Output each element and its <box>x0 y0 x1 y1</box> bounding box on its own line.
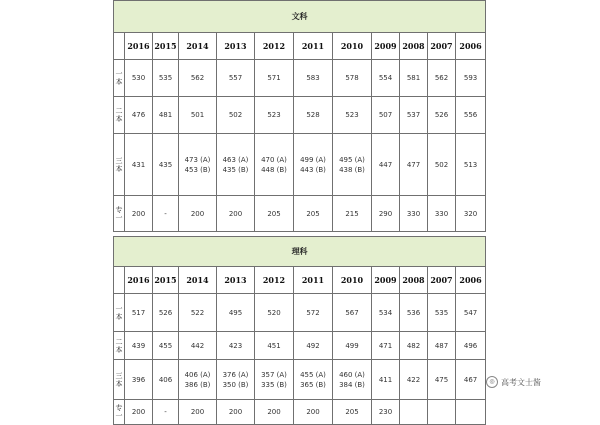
score-value: 499 <box>345 341 359 350</box>
score-value: 520 <box>267 308 281 317</box>
score-value: 534 <box>378 308 393 317</box>
score-value: 467 <box>463 375 478 384</box>
score-value: 200 <box>190 209 205 218</box>
year-header: 2010 <box>333 267 372 294</box>
score-value: 455 (A) <box>300 370 326 379</box>
corner-cell <box>114 33 125 60</box>
row-label <box>114 332 125 360</box>
score-cell <box>400 294 428 332</box>
year-header: 2006 <box>456 33 486 60</box>
score-value: 330 <box>434 209 449 218</box>
score-value: 200 <box>306 408 320 416</box>
row-label-char: 专 <box>115 404 123 412</box>
score-value: 501 <box>190 111 205 119</box>
table-row <box>114 332 486 360</box>
score-value: 200 <box>131 209 146 218</box>
score-value: 448 (B) <box>261 165 287 174</box>
row-label-char: 三 <box>115 371 123 380</box>
score-cell <box>125 294 153 332</box>
score-table-sheet <box>113 0 485 420</box>
score-value: 453 (B) <box>184 165 211 174</box>
score-value: 290 <box>378 209 393 218</box>
score-cell <box>456 97 486 134</box>
year-header: 2007 <box>428 267 456 294</box>
score-cell <box>125 196 153 232</box>
score-value: 535 <box>158 74 173 82</box>
score-cell <box>333 97 372 134</box>
score-cell <box>456 332 486 360</box>
score-value: 581 <box>406 74 421 82</box>
watermark-text: 高考文士酱 <box>501 377 541 387</box>
score-cell <box>179 134 217 196</box>
section-title: 文科 <box>114 1 486 33</box>
score-value: - <box>164 209 167 218</box>
score-cell <box>428 196 456 232</box>
score-cell <box>372 196 400 232</box>
score-cell <box>217 360 255 400</box>
score-cell <box>255 60 294 97</box>
score-cell <box>217 134 255 196</box>
score-value: 357 (A) <box>261 370 287 379</box>
score-cell <box>125 400 153 425</box>
score-value: 411 <box>378 375 393 384</box>
row-label-char: 本 <box>115 78 123 86</box>
score-cell <box>294 360 333 400</box>
score-value: 528 <box>306 111 320 119</box>
row-label <box>114 60 125 97</box>
score-cell <box>333 294 372 332</box>
score-value: 386 (B) <box>184 380 211 389</box>
row-label-char: 三 <box>115 156 123 165</box>
score-value: 476 <box>131 111 146 119</box>
score-cell <box>400 332 428 360</box>
score-cell <box>333 60 372 97</box>
table-row <box>114 134 486 196</box>
score-cell <box>456 60 486 97</box>
score-value: 200 <box>228 209 243 218</box>
row-label-char: 二 <box>115 337 123 346</box>
score-value: 423 <box>228 341 243 350</box>
row-label-char: 本 <box>115 115 123 123</box>
score-cell <box>255 294 294 332</box>
year-header-row <box>114 267 486 294</box>
score-cell <box>125 97 153 134</box>
score-value: 471 <box>378 341 393 350</box>
section-title: 理科 <box>114 237 486 267</box>
section-title-row <box>114 237 486 267</box>
year-header: 2016 <box>125 267 153 294</box>
score-cell <box>400 360 428 400</box>
score-cell <box>428 360 456 400</box>
score-value: 205 <box>345 408 359 416</box>
row-label-char: 本 <box>115 164 123 173</box>
score-cell <box>125 134 153 196</box>
score-value: 535 <box>434 308 449 317</box>
score-value: 517 <box>131 308 146 317</box>
score-cell <box>294 400 333 425</box>
score-value: 350 (B) <box>222 380 249 389</box>
score-cell <box>153 332 179 360</box>
score-value: 376 (A) <box>222 370 249 379</box>
row-label <box>114 294 125 332</box>
score-cell <box>372 332 400 360</box>
score-cell <box>294 134 333 196</box>
score-cell <box>372 400 400 425</box>
score-value: 200 <box>228 408 243 416</box>
score-cell <box>153 97 179 134</box>
score-value: 567 <box>345 308 359 317</box>
score-cell <box>179 400 217 425</box>
score-value: 557 <box>228 74 243 82</box>
score-cell <box>153 196 179 232</box>
year-header: 2006 <box>456 267 486 294</box>
year-header: 2013 <box>217 33 255 60</box>
table-row <box>114 60 486 97</box>
year-header: 2012 <box>255 33 294 60</box>
score-cell <box>125 60 153 97</box>
score-value: 463 (A) <box>222 155 249 164</box>
score-value: 330 <box>406 209 421 218</box>
score-value: 365 (B) <box>300 380 326 389</box>
row-label-char: 本 <box>115 345 123 354</box>
score-cell <box>217 294 255 332</box>
score-value: 502 <box>228 111 243 119</box>
score-cell <box>456 360 486 400</box>
score-value: 495 (A) <box>339 155 365 164</box>
year-header: 2011 <box>294 267 333 294</box>
year-header-row <box>114 33 486 60</box>
score-value: 492 <box>306 341 320 350</box>
score-cell <box>294 196 333 232</box>
year-header: 2010 <box>333 33 372 60</box>
score-value: 431 <box>131 160 146 169</box>
score-cell <box>217 400 255 425</box>
row-label-char: 一 <box>115 213 123 222</box>
score-cell <box>372 134 400 196</box>
score-cell <box>179 332 217 360</box>
year-header: 2007 <box>428 33 456 60</box>
score-value: 554 <box>378 74 393 82</box>
score-cell <box>179 294 217 332</box>
table-row <box>114 294 486 332</box>
score-cell <box>428 97 456 134</box>
score-value: 526 <box>158 308 173 317</box>
score-cell <box>400 134 428 196</box>
score-value: - <box>164 408 167 416</box>
score-value: 507 <box>378 111 393 119</box>
year-header: 2015 <box>153 267 179 294</box>
watermark <box>486 376 541 388</box>
table-row <box>114 196 486 232</box>
score-cell <box>153 294 179 332</box>
year-header: 2012 <box>255 267 294 294</box>
score-value: 473 (A) <box>184 155 211 164</box>
row-label <box>114 196 125 232</box>
score-value: 571 <box>267 74 281 82</box>
score-value: 215 <box>345 209 359 218</box>
score-cell <box>372 97 400 134</box>
score-value: 556 <box>463 111 478 119</box>
score-value: 499 (A) <box>300 155 326 164</box>
score-table <box>113 0 486 425</box>
score-cell <box>294 60 333 97</box>
score-cell <box>428 332 456 360</box>
score-value: 502 <box>434 160 449 169</box>
row-label-char: 一 <box>115 412 123 420</box>
score-cell <box>179 97 217 134</box>
score-cell <box>255 360 294 400</box>
score-cell <box>255 400 294 425</box>
score-cell <box>456 400 486 425</box>
score-value: 496 <box>463 341 478 350</box>
score-cell <box>333 196 372 232</box>
row-label-char: 专 <box>115 205 123 214</box>
score-cell <box>400 60 428 97</box>
score-value: 460 (A) <box>339 370 365 379</box>
score-cell <box>255 134 294 196</box>
score-value: 396 <box>131 375 146 384</box>
year-header: 2015 <box>153 33 179 60</box>
score-value: 536 <box>406 308 421 317</box>
score-value: 482 <box>406 341 421 350</box>
year-header: 2014 <box>179 267 217 294</box>
year-header: 2008 <box>400 267 428 294</box>
table-row <box>114 360 486 400</box>
score-value: 513 <box>463 160 478 169</box>
score-cell <box>333 332 372 360</box>
row-label <box>114 360 125 400</box>
score-cell <box>217 97 255 134</box>
year-header: 2008 <box>400 33 428 60</box>
score-value: 481 <box>158 111 173 119</box>
score-value: 526 <box>434 111 449 119</box>
score-value: 530 <box>131 74 146 82</box>
score-value: 442 <box>190 341 205 350</box>
score-cell <box>179 196 217 232</box>
score-value: 522 <box>190 308 205 317</box>
score-value: 470 (A) <box>261 155 287 164</box>
score-value: 435 <box>158 160 173 169</box>
section-title-row <box>114 1 486 33</box>
score-value: 435 (B) <box>222 165 249 174</box>
score-value: 230 <box>378 408 393 416</box>
score-value: 547 <box>463 308 478 317</box>
score-cell <box>179 60 217 97</box>
score-cell <box>333 400 372 425</box>
score-cell <box>255 97 294 134</box>
score-value: 455 <box>158 341 173 350</box>
row-label-char: 二 <box>115 107 123 115</box>
score-value: 495 <box>228 308 243 317</box>
score-cell <box>372 294 400 332</box>
score-value: 200 <box>267 408 281 416</box>
year-header: 2016 <box>125 33 153 60</box>
table-row <box>114 400 486 425</box>
corner-cell <box>114 267 125 294</box>
year-header: 2009 <box>372 267 400 294</box>
score-cell <box>456 134 486 196</box>
score-value: 477 <box>406 160 421 169</box>
score-value: 523 <box>267 111 281 119</box>
score-value: 537 <box>406 111 421 119</box>
table-row <box>114 97 486 134</box>
score-cell <box>255 332 294 360</box>
score-cell <box>400 400 428 425</box>
score-cell <box>372 360 400 400</box>
score-value: 439 <box>131 341 146 350</box>
score-value: 406 <box>158 375 173 384</box>
score-value: 475 <box>434 375 449 384</box>
score-cell <box>217 60 255 97</box>
score-value: 523 <box>345 111 359 119</box>
score-value: 451 <box>267 341 281 350</box>
score-value: 422 <box>406 375 421 384</box>
score-cell <box>428 400 456 425</box>
wechat-logo-icon: ◎ <box>486 376 498 388</box>
score-cell <box>372 60 400 97</box>
score-value: 562 <box>190 74 205 82</box>
row-label <box>114 134 125 196</box>
score-cell <box>333 360 372 400</box>
score-cell <box>125 332 153 360</box>
year-header: 2013 <box>217 267 255 294</box>
score-cell <box>294 294 333 332</box>
score-value: 200 <box>131 408 146 416</box>
row-label-char: 本 <box>115 312 123 321</box>
score-value: 200 <box>190 408 205 416</box>
score-cell <box>400 97 428 134</box>
score-value: 447 <box>378 160 393 169</box>
score-cell <box>179 360 217 400</box>
score-cell <box>294 97 333 134</box>
score-value: 384 (B) <box>339 380 365 389</box>
score-cell <box>294 332 333 360</box>
year-header: 2011 <box>294 33 333 60</box>
score-value: 487 <box>434 341 449 350</box>
row-label-char: 一 <box>115 70 123 78</box>
score-value: 438 (B) <box>339 165 365 174</box>
score-cell <box>255 196 294 232</box>
score-cell <box>333 134 372 196</box>
year-header: 2014 <box>179 33 217 60</box>
row-label <box>114 97 125 134</box>
score-cell <box>428 294 456 332</box>
score-value: 583 <box>306 74 320 82</box>
score-value: 205 <box>267 209 281 218</box>
score-value: 572 <box>306 308 320 317</box>
row-label-char: 一 <box>115 304 123 313</box>
score-cell <box>428 60 456 97</box>
score-cell <box>456 196 486 232</box>
score-value: 406 (A) <box>184 370 211 379</box>
score-value: 593 <box>463 74 478 82</box>
score-cell <box>153 134 179 196</box>
score-value: 443 (B) <box>300 165 326 174</box>
year-header: 2009 <box>372 33 400 60</box>
score-cell <box>125 360 153 400</box>
score-cell <box>217 332 255 360</box>
score-value: 578 <box>345 74 359 82</box>
score-value: 205 <box>306 209 320 218</box>
score-cell <box>153 60 179 97</box>
score-cell <box>400 196 428 232</box>
score-cell <box>217 196 255 232</box>
score-value: 335 (B) <box>261 380 287 389</box>
score-cell <box>153 360 179 400</box>
score-cell <box>428 134 456 196</box>
score-value: 320 <box>463 209 478 218</box>
score-value: 562 <box>434 74 449 82</box>
score-cell <box>456 294 486 332</box>
row-label <box>114 400 125 425</box>
score-cell <box>153 400 179 425</box>
row-label-char: 本 <box>115 379 123 388</box>
